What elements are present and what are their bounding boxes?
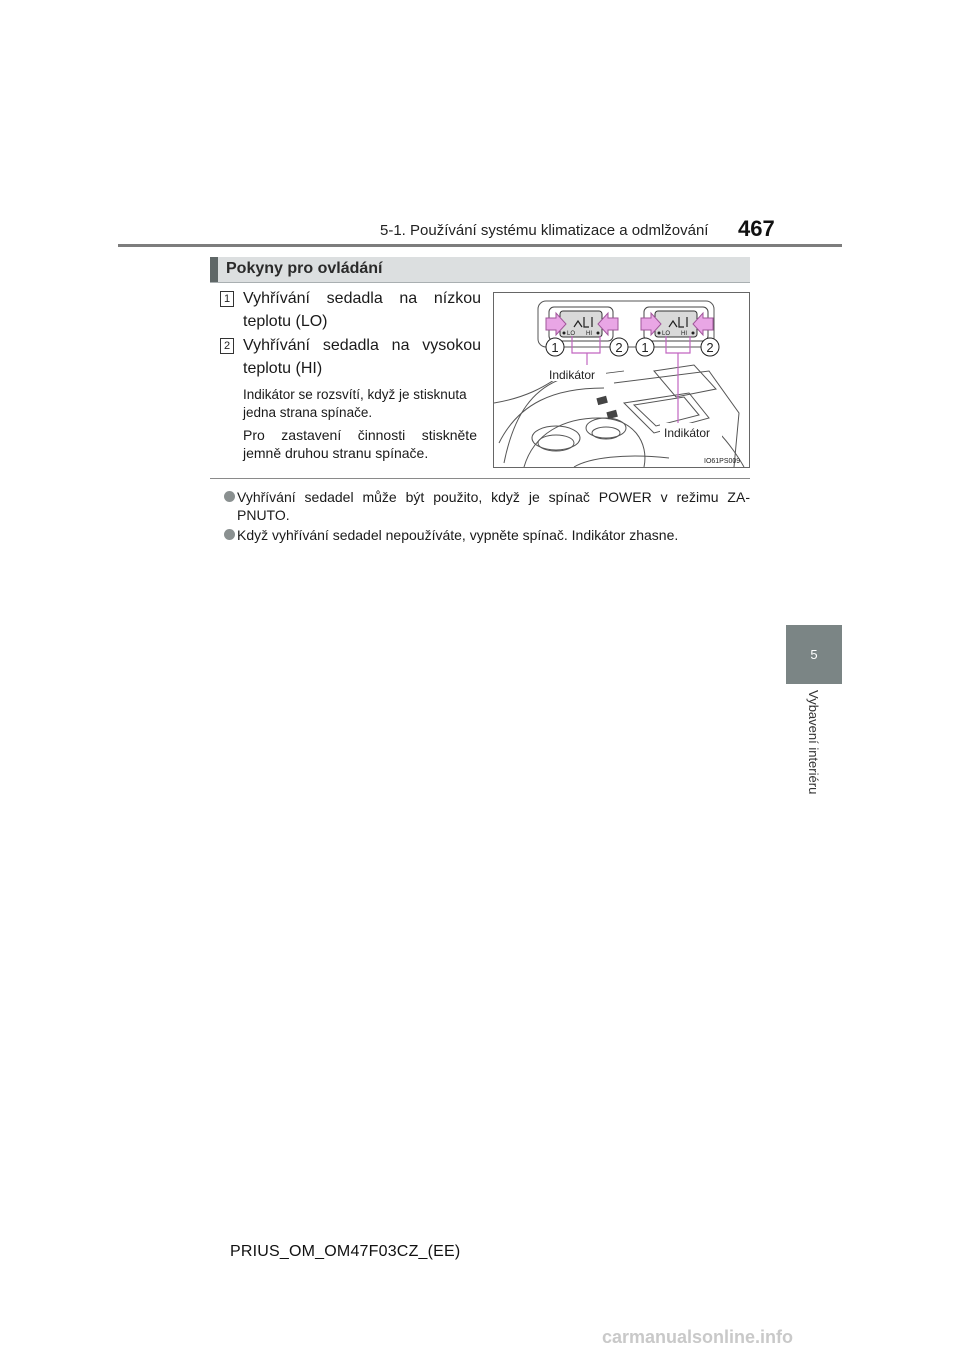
item-high-heat — [243, 334, 481, 380]
page-number: 467 — [738, 216, 775, 241]
switch-hi-label: HI — [681, 331, 687, 337]
note-line: Indikátor se rozsvítí, když je stisknuta — [243, 387, 467, 402]
section-heading-bar — [210, 257, 750, 283]
section-title: 5-1. Používání systému klimatizace a odmlžování — [380, 222, 709, 239]
item-number-badge: 1 — [220, 291, 234, 307]
item-line: teplotu (HI) — [243, 360, 323, 377]
section-heading: Pokyny pro ovládání — [226, 260, 383, 277]
indicator-label-right: Indikátor — [664, 426, 711, 440]
seat-heater-illustration — [493, 292, 750, 468]
indicator-led — [563, 332, 566, 335]
item-line: Vyhřívání sedadla na vysokou — [243, 337, 481, 354]
section-divider — [210, 478, 750, 479]
info-bullet — [224, 488, 750, 524]
cupholder-ring — [538, 435, 574, 451]
console-outline — [574, 456, 669, 467]
bullet-text — [224, 526, 750, 544]
callout-number: 2 — [706, 340, 714, 355]
switch-lo-label: LO — [662, 331, 671, 337]
page-header — [0, 0, 960, 250]
header-divider — [118, 244, 842, 247]
switch-small — [596, 396, 607, 405]
bullet-line: PNUTO. — [237, 507, 290, 523]
console-outline — [614, 371, 739, 467]
image-code: IO61PS009 — [704, 458, 741, 465]
item-line: Vyhřívání sedadla na nízkou — [243, 290, 481, 307]
item-number-badge: 2 — [220, 338, 234, 354]
callout-number: 2 — [615, 340, 623, 355]
chapter-tab[interactable] — [786, 625, 842, 684]
console-switches — [596, 396, 617, 419]
indicator-label-left: Indikátor — [549, 368, 596, 382]
document-code: PRIUS_OM_OM47F03CZ_(EE) — [230, 1243, 461, 1260]
bullet-line: Když vyhřívání sedadel nepoužíváte, vypněte spínač. Indikátor zhasne. — [237, 527, 679, 543]
indicator-note — [243, 386, 486, 422]
item-low-heat — [243, 287, 481, 333]
section-heading-accent — [210, 257, 218, 282]
switch-lo-label: LO — [567, 331, 576, 337]
illustration-svg — [494, 293, 749, 467]
lid-outline — [654, 365, 716, 397]
bullet-dot — [224, 491, 235, 502]
item-line: teplotu (LO) — [243, 313, 328, 330]
cupholder-ring — [592, 427, 620, 439]
callout-number: 1 — [551, 340, 559, 355]
note-line: Pro zastavení činnosti stiskněte — [243, 427, 477, 443]
indicator-led — [597, 332, 600, 335]
indicator-led — [658, 332, 661, 335]
indicator-led — [692, 332, 695, 335]
note-line: jedna strana spínače. — [243, 405, 373, 420]
chapter-title-vertical — [784, 690, 844, 810]
chapter-number: 5 — [810, 647, 818, 662]
cupholder-outline — [524, 418, 645, 467]
site-watermark: carmanualsonline.info — [602, 1327, 794, 1347]
chapter-title: Vybavení interiéru — [806, 690, 821, 795]
bullet-line: Vyhřívání sedadel může být použito, když je spínač POWER v režimu ZA- — [237, 489, 750, 505]
tray-outline — [634, 397, 699, 426]
cupholder-ring — [586, 418, 626, 438]
bullet-text — [224, 488, 750, 524]
info-bullet — [224, 526, 750, 544]
callout-number: 1 — [641, 340, 649, 355]
note-line: jemně druhou stranu spínače. — [243, 445, 429, 461]
switch-small — [606, 410, 617, 419]
stop-note — [243, 426, 477, 462]
switch-hi-label: HI — [586, 331, 592, 337]
bullet-dot — [224, 529, 235, 540]
